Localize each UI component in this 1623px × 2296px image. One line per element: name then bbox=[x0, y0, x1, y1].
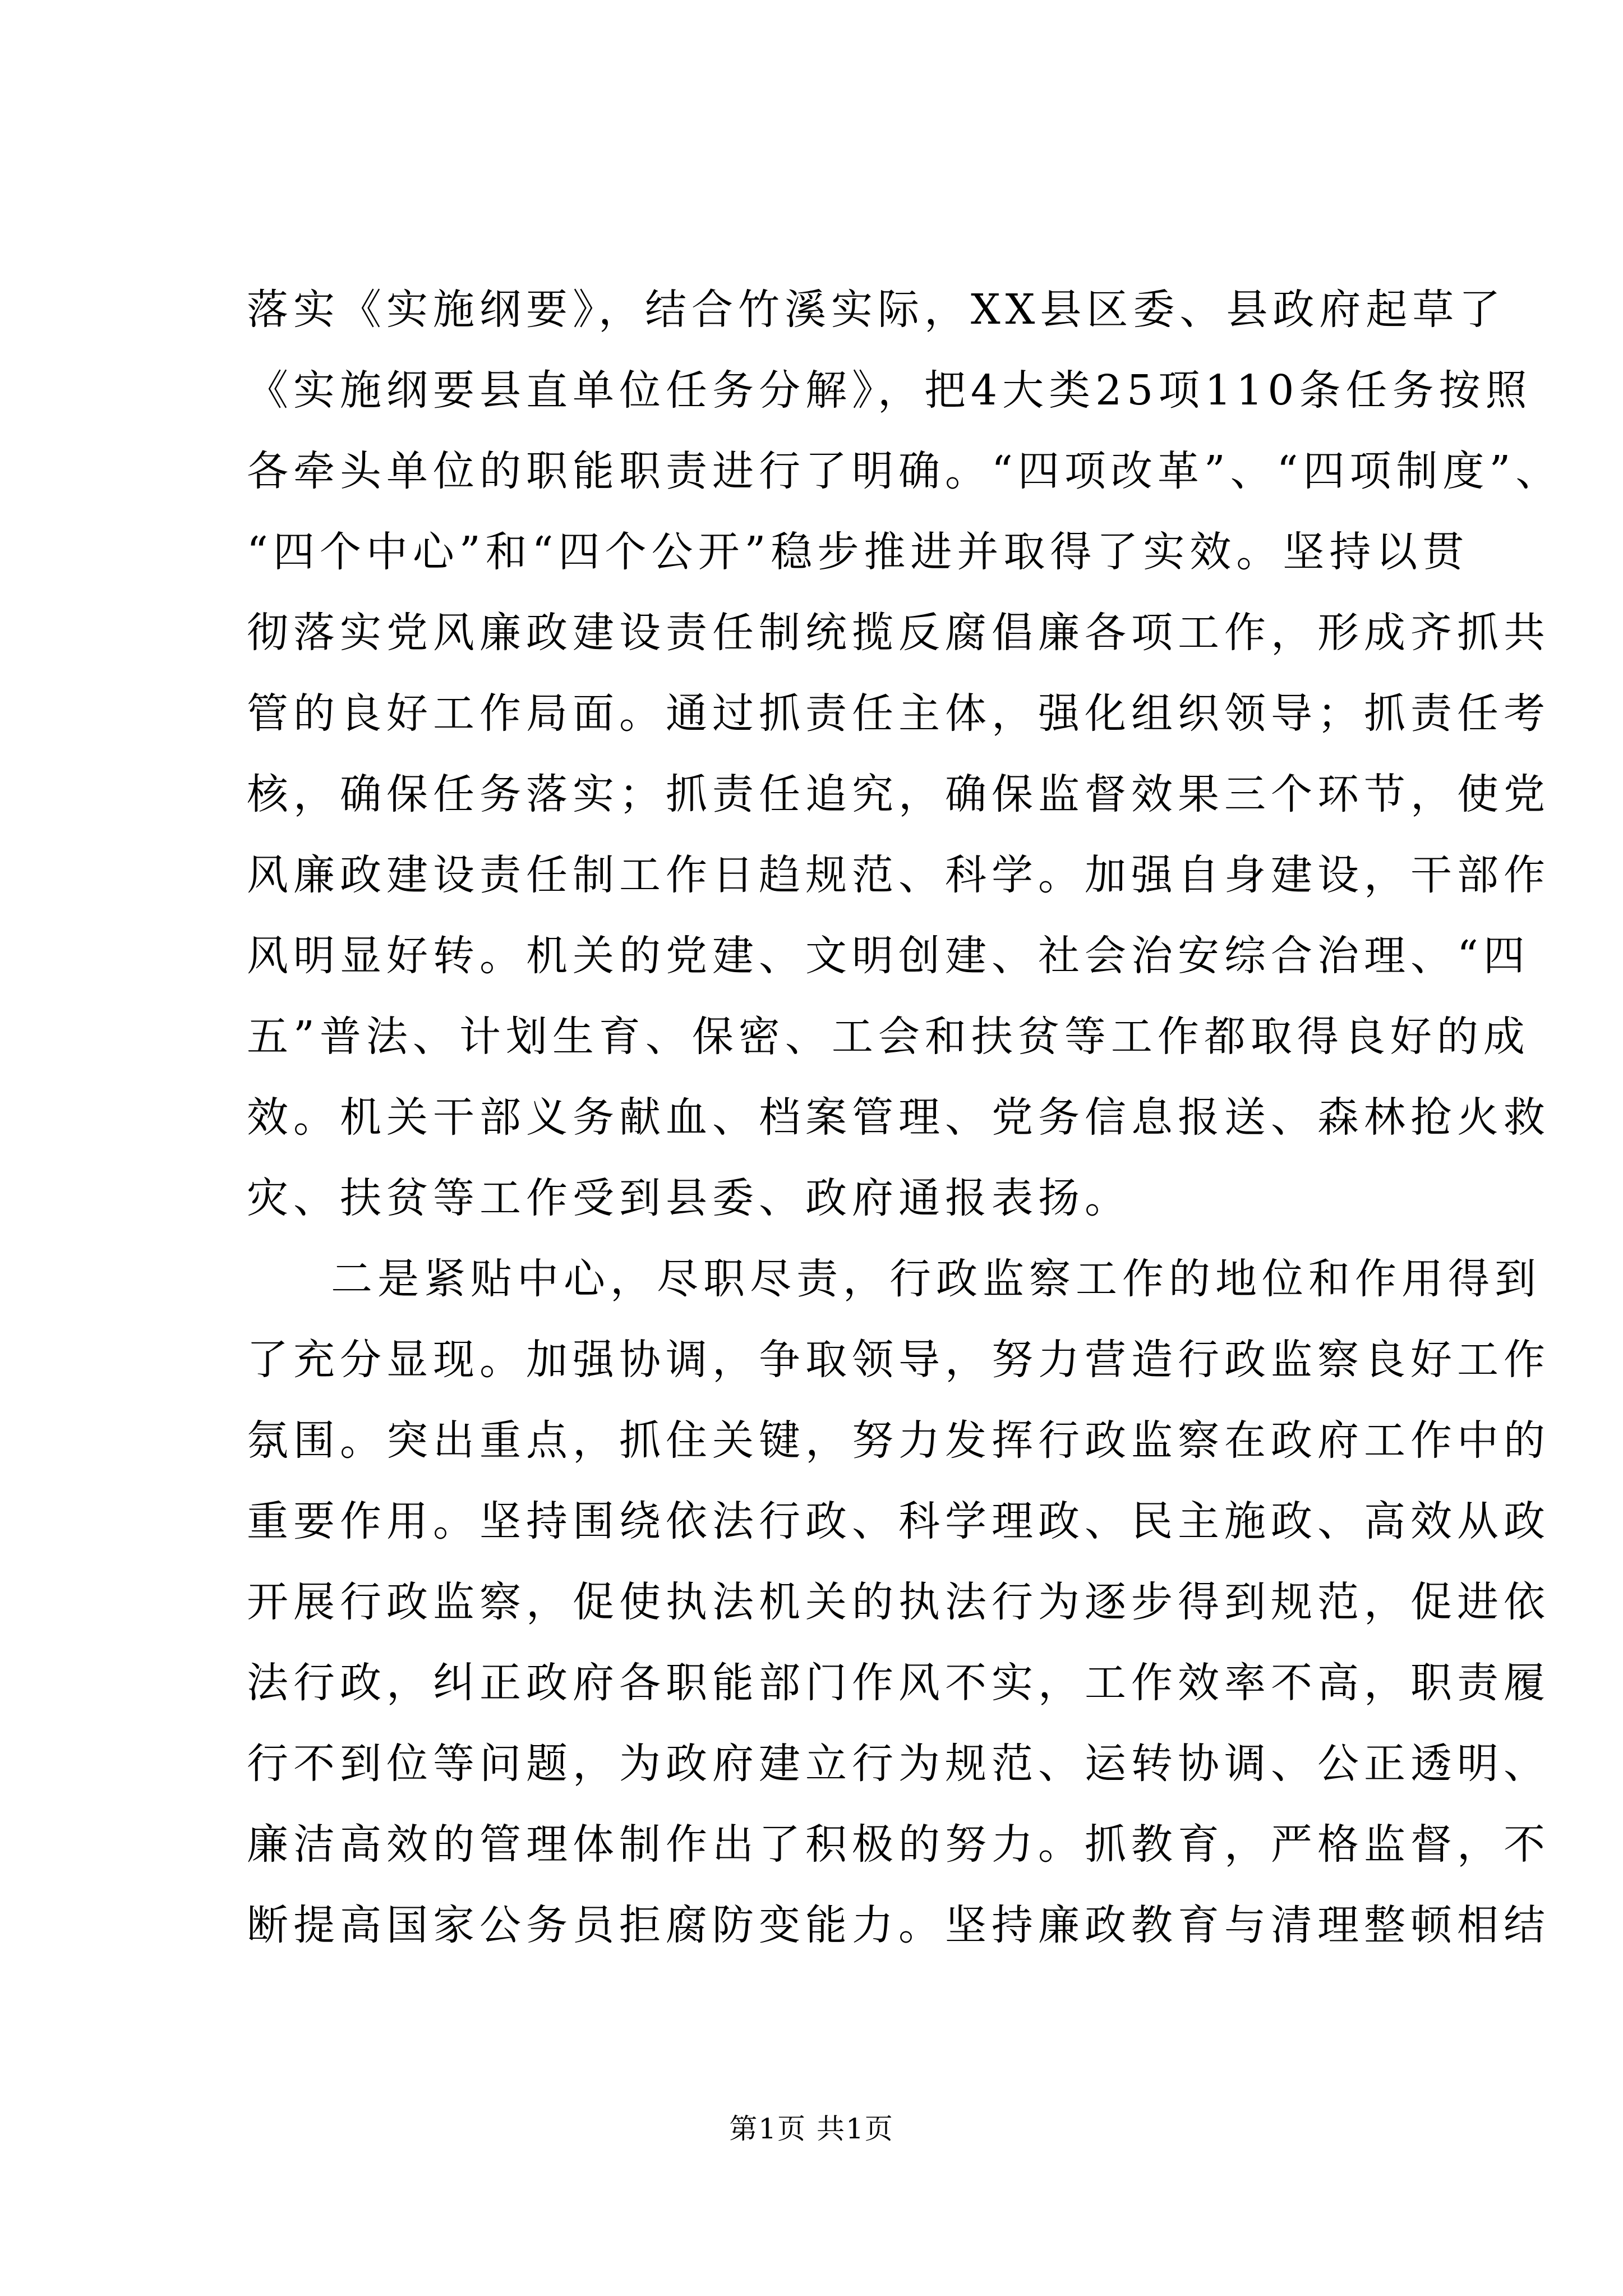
text-line: 效。机关干部义务献血、档案管理、党务信息报送、森林抢火救 bbox=[247, 1093, 1550, 1142]
text-line: 行不到位等问题，为政府建立行为规范、运转协调、公正透明、 bbox=[247, 1740, 1550, 1788]
text-line: 灾、扶贫等工作受到县委、政府通报表扬。 bbox=[247, 1174, 1131, 1222]
text-line: 风明显好转。机关的党建、文明创建、社会治安综合治理、“四 bbox=[247, 932, 1530, 980]
text-line: 管的良好工作局面。通过抓责任主体，强化组织领导；抓责任考 bbox=[247, 689, 1550, 738]
text-line: 彻落实党风廉政建设责任制统揽反腐倡廉各项工作，形成齐抓共 bbox=[247, 609, 1550, 657]
text-line: 开展行政监察，促使执法机关的执法行为逐步得到规范，促进依 bbox=[247, 1578, 1550, 1626]
text-line: “四个中心”和“四个公开”稳步推进并取得了实效。坚持以贯 bbox=[247, 528, 1469, 576]
text-line: 重要作用。坚持围绕依法行政、科学理政、民主施政、高效从政 bbox=[247, 1497, 1550, 1545]
document-body bbox=[247, 269, 1562, 1966]
text-line: 了充分显现。加强协调，争取领导，努力营造行政监察良好工作 bbox=[247, 1336, 1550, 1384]
text-line: 廉洁高效的管理体制作出了积极的努力。抓教育，严格监督，不 bbox=[247, 1820, 1550, 1869]
text-line: 风廉政建设责任制工作日趋规范、科学。加强自身建设，干部作 bbox=[247, 851, 1550, 899]
text-line: 氛围。突出重点，抓住关键，努力发挥行政监察在政府工作中的 bbox=[247, 1416, 1550, 1465]
text-line: 《实施纲要县直单位任务分解》，把4大类25项110条任务按照 bbox=[247, 366, 1532, 415]
page-number-footer: 第1页 共1页 bbox=[729, 2113, 894, 2145]
text-line: 核，确保任务落实；抓责任追究，确保监督效果三个环节，使党 bbox=[247, 770, 1550, 818]
paragraph-2 bbox=[247, 1239, 1550, 1966]
text-line: 落实《实施纲要》，结合竹溪实际，XX县区委、县政府起草了 bbox=[247, 286, 1506, 334]
text-line: 五”普法、计划生育、保密、工会和扶贫等工作都取得良好的成 bbox=[247, 1013, 1530, 1061]
text-line-indented: 二是紧贴中心，尽职尽责，行政监察工作的地位和作用得到 bbox=[331, 1255, 1541, 1303]
text-line: 法行政，纠正政府各职能部门作风不实，工作效率不高，职责履 bbox=[247, 1659, 1550, 1707]
text-line: 各牵头单位的职能职责进行了明确。“四项改革”、“四项制度”、 bbox=[247, 447, 1562, 495]
text-line: 断提高国家公务员拒腐防变能力。坚持廉政教育与清理整顿相结 bbox=[247, 1901, 1550, 1949]
paragraph-1 bbox=[247, 269, 1562, 1239]
